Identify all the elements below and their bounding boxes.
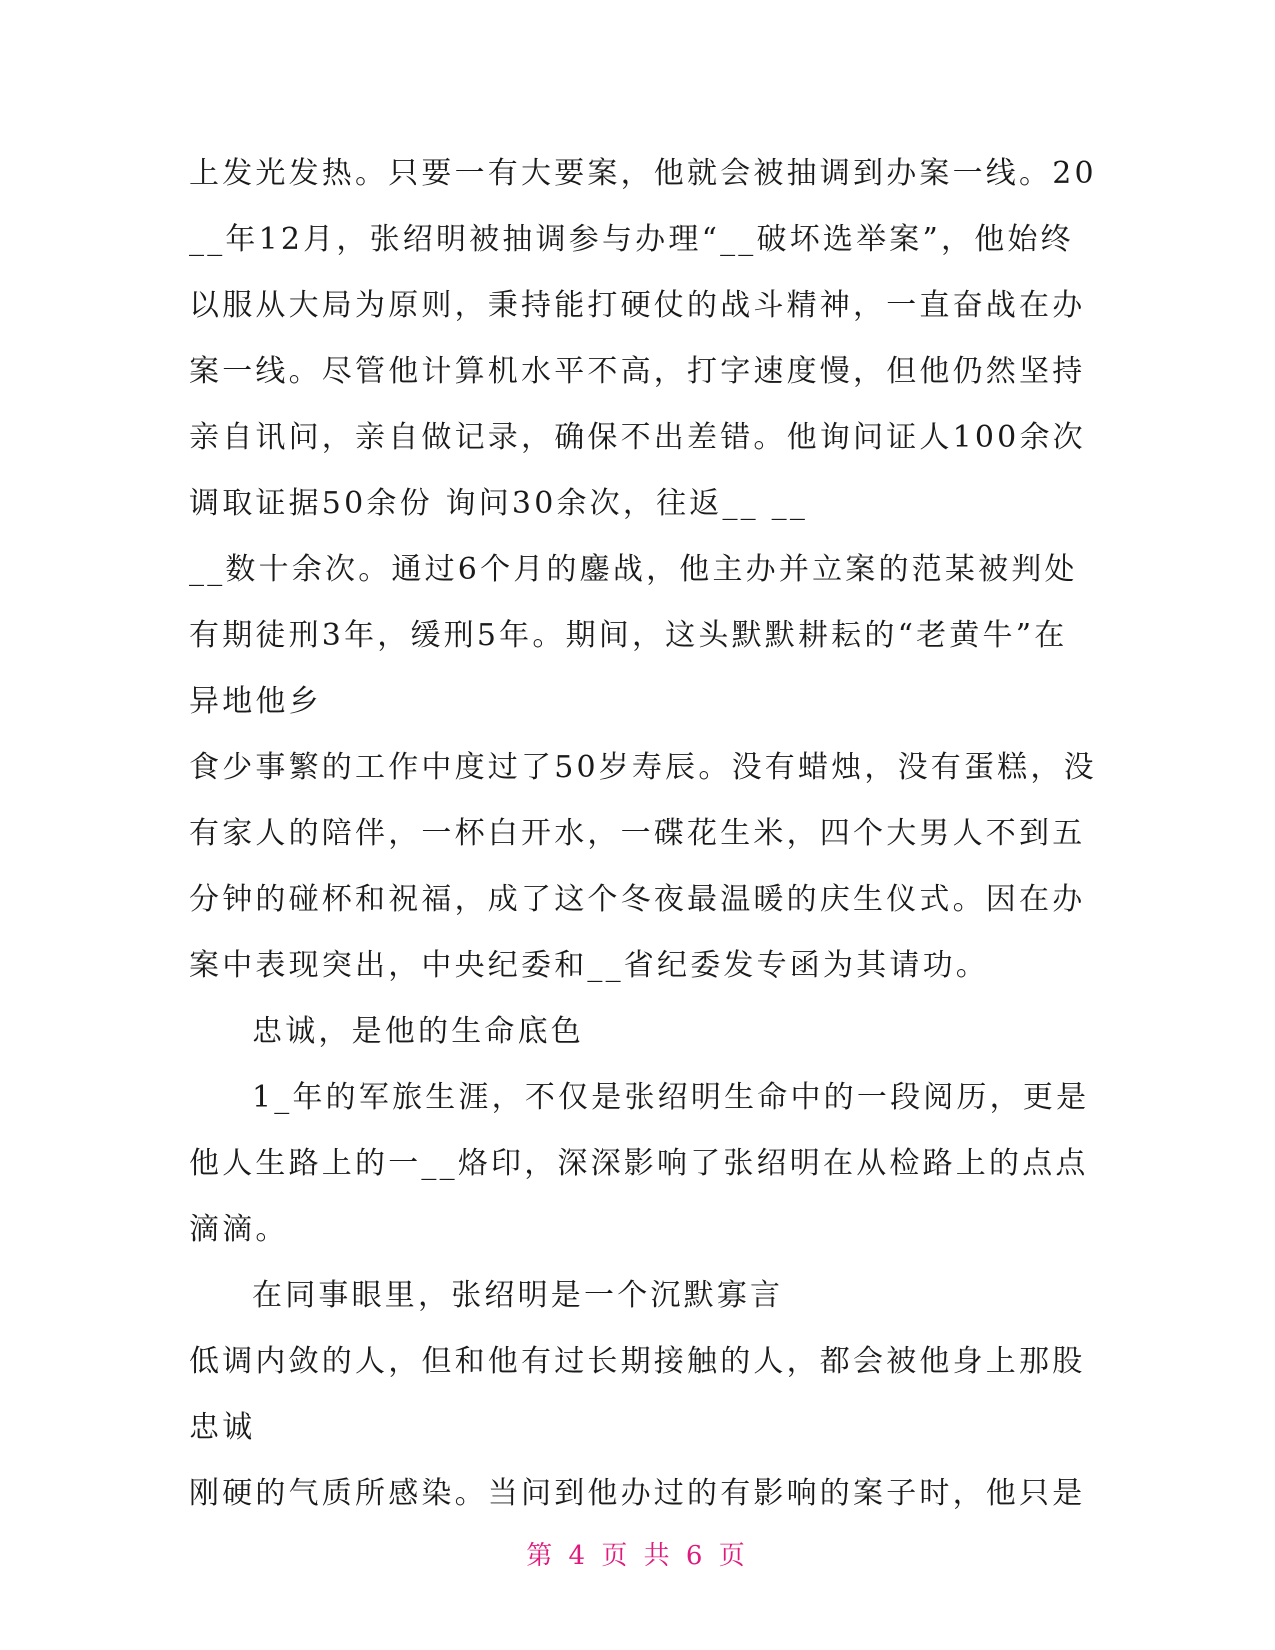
text-line: 1_年的军旅生涯，不仅是张绍明生命中的一段阅历，更是 bbox=[252, 1080, 1090, 1115]
text-line: 刚硬的气质所感染。当问到他办过的有影响的案子时，他只是 bbox=[189, 1476, 1086, 1511]
text-line: 亲自讯问，亲自做记录，确保不出差错。他询问证人100余次 bbox=[189, 420, 1086, 455]
text-line: 以服从大局为原则，秉持能打硬仗的战斗精神，一直奋战在办 bbox=[189, 288, 1086, 323]
text-line: 上发光发热。只要一有大要案，他就会被抽调到办案一线。20 bbox=[189, 156, 1097, 191]
body-text bbox=[189, 141, 1097, 1527]
text-line: __年12月，张绍明被抽调参与办理“__破坏选举案”，他始终 bbox=[189, 222, 1074, 257]
text-line: 案中表现突出，中央纪委和__省纪委发专函为其请功。 bbox=[189, 948, 989, 983]
text-line: 调取证据50余份 询问30余次，往返__ __ bbox=[189, 486, 809, 521]
text-line: 滴滴。 bbox=[189, 1212, 289, 1247]
section-heading: 忠诚，是他的生命底色 bbox=[252, 1014, 584, 1049]
page-number-footer: 第 4 页 共 6 页 bbox=[526, 1541, 749, 1571]
text-line: 案一线。尽管他计算机水平不高，打字速度慢，但他仍然坚持 bbox=[189, 354, 1086, 389]
text-line: __数十余次。通过6个月的鏖战，他主办并立案的范某被判处 bbox=[189, 552, 1078, 587]
text-line: 有期徒刑3年，缓刑5年。期间，这头默默耕耘的“老黄牛”在 bbox=[189, 618, 1068, 653]
text-line: 他人生路上的一__烙印，深深影响了张绍明在从检路上的点点 bbox=[189, 1146, 1089, 1181]
text-line: 食少事繁的工作中度过了50岁寿辰。没有蜡烛，没有蛋糕，没 bbox=[189, 750, 1097, 785]
text-line: 异地他乡 bbox=[189, 684, 322, 719]
text-line: 忠诚 bbox=[189, 1410, 256, 1445]
text-line: 在同事眼里，张绍明是一个沉默寡言 bbox=[252, 1278, 784, 1313]
text-line: 有家人的陪伴，一杯白开水，一碟花生米，四个大男人不到五 bbox=[189, 816, 1086, 851]
text-line: 低调内敛的人，但和他有过长期接触的人，都会被他身上那股 bbox=[189, 1344, 1086, 1379]
text-line: 分钟的碰杯和祝福，成了这个冬夜最温暖的庆生仪式。因在办 bbox=[189, 882, 1086, 917]
